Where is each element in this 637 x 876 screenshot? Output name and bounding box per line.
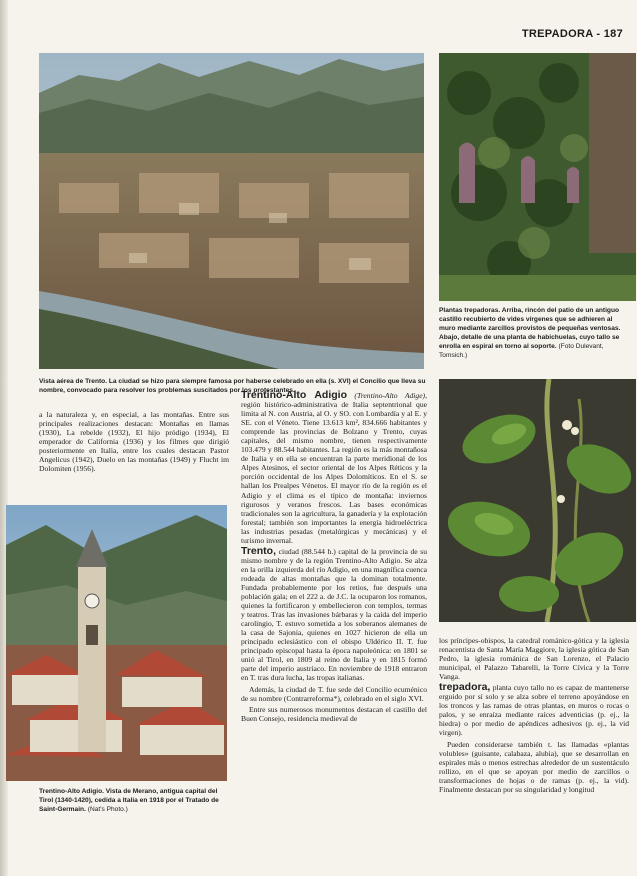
col1-paragraph: a la naturaleza y, en especial, a las montañas. Entre sus principales realizaciones destacan: Montañas en llamas (1930), La rebelde (1932), El hijo pródigo (1934), El emperador de California (1936) y los filmes que dirigió posteriormente en Italia, entre los cuales destacan Pastor Angelicus (1942), Duelo en las montañas (1949) y Flucht im Dolomiten (1956). — [39, 410, 229, 474]
entry-trento-p2: Además, la ciudad de T. fue sede del Concilio ecuménico de su nombre (Contrarreforma*), celebrado en el siglo XVI. — [241, 684, 427, 703]
entry-trento-p3: Entre sus numerosos monumentos destacan el castillo del Buen Consejo, residencia medieval de — [241, 704, 427, 723]
entry-trepadora-text: planta cuyo tallo no es capaz de mantenerse erguido por sí solo y se alza sobre el terreno apoyándose en los troncos y las ramas de otras plantas, en muros o rocas o palos, y se enraíza mediante raíces adventicias (p. ej., la hiedra) o por medio de apéndices adhesivos (p. ej., la vid virgen). — [439, 683, 629, 738]
running-header — [522, 28, 623, 40]
photo-merano — [6, 505, 227, 781]
entry-trentino — [241, 391, 427, 545]
entry-trentino-text: , región histórico-administrativa de Italia septentrional que limita al N. con Austria, al O. y SO. con Lombardía y al E. y SE. con el Véneto. Tiene 13.613 km², 834.666 habitantes y comprende las provincias de Bolzano y Trento, cuyas capitales, del mismo nombre, tienen respectivamente 103.479 y 88.544 habitantes. La región es la más montañosa de Italia y en ella se encuentran la parte meridional de los Alpes Atesinos, el sector oriental de los Alpes Réticos y la porción occidental de los Alpes Dolomíticos. En el S. se hallan los Prealpes Vénetos. El mayor río de la región es el Adigio y el clima es el típico de montaña: inviernos rigurosos y veranos frescos. Las bases económicas tradicionales son la agricultura, la ganadería y la explotación forestal; también son importantes la energía hidroeléctrica las industrias pesadas (metalúrgicas y mecánicas) y el turismo invernal. — [241, 391, 427, 545]
photo-trento-aerial — [39, 53, 424, 369]
entry-trento — [241, 544, 427, 683]
photo-castle-ivy — [439, 53, 636, 301]
caption-plantas-text: Plantas trepadoras. Arriba, rincón del patio de un antiguo castillo recubierto de vides vírgenes que se adhieren al muro mediante zarcillos provistos de pequeñas ventosas. Abajo, detalle de una planta de habichuelas, cuyo tallo se enrolla en espiral en torno al soporte. — [439, 307, 621, 350]
caption-merano — [39, 787, 229, 814]
caption-merano-text: Trentino-Alto Adigio. Vista de Merano, antigua capital del Tirol (1340-1420), cedida a Italia en 1918 por el Tratado de Saint-Germain. — [39, 788, 219, 813]
photo-bean-plant — [439, 379, 636, 622]
entry-trepadora-p2: Pueden considerarse también t. las llamadas «plantas volubles» (guisante, calabaza, alubia), que se desarrollan en espirales más o menos estrechas alrededor de un sustentáculo rollizo, en el que se apoyan por medio de zarcillos o transformaciones de hojas o de ramas (p. ej., la vid). Finalmente destacan por su singularidad y longitud — [439, 739, 629, 794]
column-3-text — [439, 636, 629, 796]
entry-trento-text: ciudad (88.544 h.) capital de la provincia de su mismo nombre y de la región Trentino-Alto Adigio. Se alza en la orilla izquierda del río Adigio, en una magnífica cuenca rodeada de altas montañas que la dominan totalmente. Fundada probablemente por los retios, fue después una población gala; en el 222 a. de J.C. la ocuparon los romanos, quienes la fortificaron y embellecieron con templos, termas y teatros. Tras las invasiones bárbaras y la caída del imperio carolingio, T. estuvo sometida a los soberanos alemanes de la casa de Sajonia, quienes en 1027 hicieron de ella un principado eclesiástico con el obispo Uldérico II. T. fue principado episcopal hasta la época napoleónica: en 1801 se unió al Tirol, en 1809 al reino de Italia y en 1815 formó parte del imperio austríaco. En noviembre de 1918 entraron en T. tras dura lucha, las tropas italianas. — [241, 546, 427, 683]
entry-trepadora — [439, 683, 629, 737]
col3-continuation: los príncipes-obispos, la catedral románico-gótica y la iglesia renacentista de Santa María Maggiore, la iglesia gótica de San Pedro, la iglesia románica de San Lorenzo, el Palacio municipal, el Palazzo Tabarelli, la Torre Cívica y la Torre Vanga. — [439, 636, 629, 682]
entry-trento-head: Trento, — [241, 544, 277, 557]
caption-plantas — [439, 306, 629, 360]
entry-trentino-sub: (Trentino-Alto Adige) — [354, 391, 426, 400]
caption-trento-text: Vista aérea de Trento. La ciudad se hizo para siempre famosa por haberse celebrado en ella (s. XVI) el Concilio que lleva su nombre, convocado para resolver los problemas suscitados por los protestantes. — [39, 378, 426, 394]
header-separator: - — [596, 28, 601, 40]
entry-trepadora-head: trepadora, — [439, 681, 491, 694]
entry-trentino-head: Trentino-Alto Adigio — [241, 389, 348, 401]
page-number: 187 — [603, 28, 623, 40]
column-2-text — [241, 391, 427, 725]
running-title: TREPADORA — [521, 28, 594, 40]
column-1-text — [39, 410, 229, 475]
caption-plantas-credit: (Foto Dulevant, Tomsich.) — [439, 343, 604, 359]
caption-merano-credit: (Nat's Photo.) — [87, 806, 128, 813]
